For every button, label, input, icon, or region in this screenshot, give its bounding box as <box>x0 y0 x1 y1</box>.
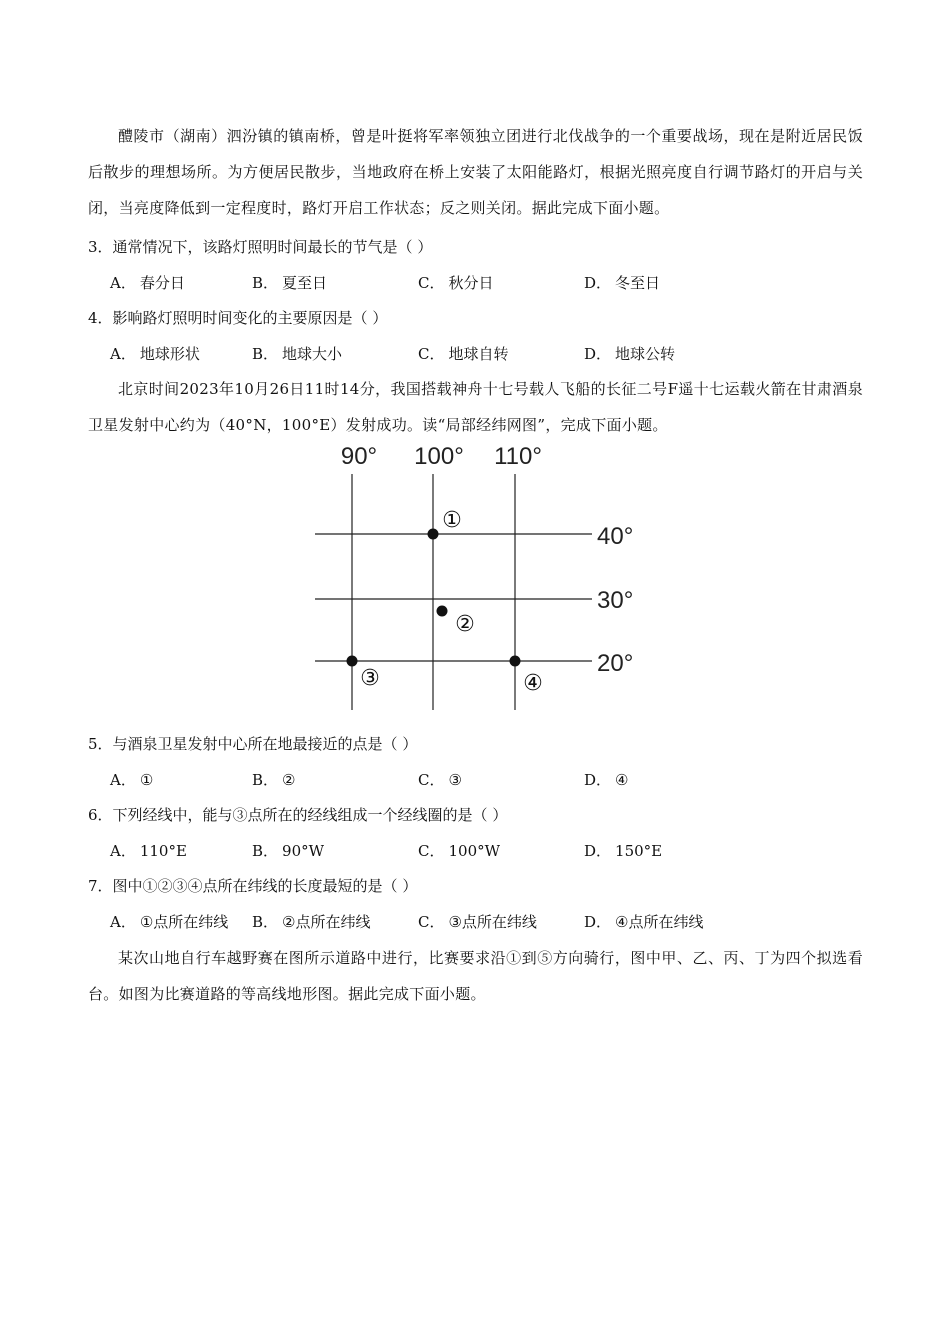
lat-label-30: 30° <box>597 587 634 614</box>
passage-bike-race: 某次山地自行车越野赛在图所示道路中进行，比赛要求沿①到⑤方向骑行，图中甲、乙、丙、丁为四个拟选看台。如图为比赛道路的等高线地形图。据此完成下面小题。 <box>88 949 863 1003</box>
lat-label-40: 40° <box>597 523 634 550</box>
lon-label-90: 90° <box>340 443 378 470</box>
option-a[interactable]: A． 春分日 <box>110 274 185 292</box>
option-a[interactable]: A． 110°E <box>110 842 187 860</box>
lon-label-100: 100° <box>414 443 464 470</box>
option-d[interactable]: D． ④ <box>584 771 629 789</box>
question-5: 5．与酒泉卫星发射中心所在地最接近的点是（ ） <box>88 735 418 753</box>
point-4 <box>510 656 521 667</box>
point-2-label: ② <box>455 611 475 636</box>
option-b[interactable]: B． 90°W <box>252 842 325 860</box>
option-d[interactable]: D． 冬至日 <box>584 274 661 292</box>
point-3 <box>347 656 358 667</box>
lat-lon-grid-map <box>300 440 660 720</box>
option-a[interactable]: A． 地球形状 <box>110 345 200 363</box>
lon-label-110: 110° <box>494 443 542 470</box>
option-c[interactable]: C． 地球自转 <box>418 345 509 363</box>
lat-label-20: 20° <box>597 650 634 677</box>
passage-street-lamp: 醴陵市（湖南）泗汾镇的镇南桥，曾是叶挺将军率领独立团进行北伐战争的一个重要战场，现在是附近居民饭后散步的理想场所。为方便居民散步，当地政府在桥上安装了太阳能路灯，根据光照亮度自行调节路灯的开启与关闭，当亮度降低到一定程度时，路灯开启工作状态；反之则关闭。据此完成下面小题。 <box>88 127 863 217</box>
option-d[interactable]: D． ④点所在纬线 <box>584 913 704 931</box>
option-d[interactable]: D． 150°E <box>584 842 663 860</box>
point-1 <box>428 529 439 540</box>
question-3: 3．通常情况下，该路灯照明时间最长的节气是（ ） <box>88 238 433 256</box>
option-b[interactable]: B． 地球大小 <box>252 345 343 363</box>
point-1-label: ① <box>442 507 462 532</box>
question-7-options <box>110 912 830 932</box>
question-6: 6．下列经线中，能与③点所在的经线组成一个经线圈的是（ ） <box>88 806 508 824</box>
option-c[interactable]: C． ③ <box>418 771 462 789</box>
option-d[interactable]: D． 地球公转 <box>584 345 676 363</box>
question-7: 7．图中①②③④点所在纬线的长度最短的是（ ） <box>88 877 418 895</box>
question-3-options <box>110 273 830 293</box>
point-4-label: ④ <box>523 670 543 695</box>
question-4-options <box>110 344 830 364</box>
question-4: 4．影响路灯照明时间变化的主要原因是（ ） <box>88 309 388 327</box>
point-3-label: ③ <box>360 665 380 690</box>
option-b[interactable]: B． ② <box>252 771 296 789</box>
question-6-options <box>110 841 830 861</box>
option-a[interactable]: A． ①点所在纬线 <box>110 913 229 931</box>
option-c[interactable]: C． ③点所在纬线 <box>418 913 537 931</box>
option-a[interactable]: A． ① <box>110 771 154 789</box>
option-b[interactable]: B． 夏至日 <box>252 274 328 292</box>
point-2 <box>437 606 448 617</box>
option-c[interactable]: C． 秋分日 <box>418 274 494 292</box>
option-b[interactable]: B． ②点所在纬线 <box>252 913 371 931</box>
passage-launch: 北京时间2023年10月26日11时14分，我国搭载神舟十七号载人飞船的长征二号F遥十七运载火箭在甘肃酒泉卫星发射中心约为（40°N，100°E）发射成功。读“局部经纬网图”，完成下面小题。 <box>88 380 863 434</box>
question-5-options <box>110 770 830 790</box>
option-c[interactable]: C． 100°W <box>418 842 501 860</box>
